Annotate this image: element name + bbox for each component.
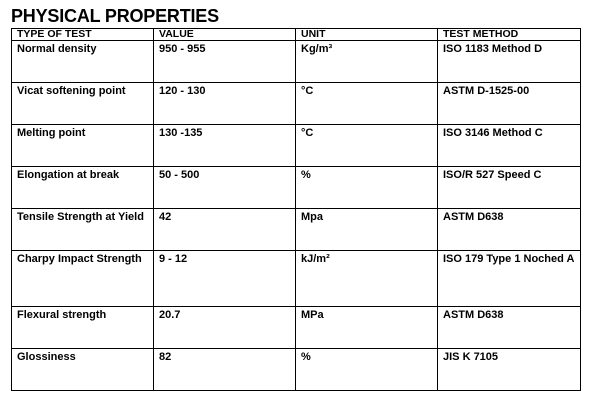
cell-unit: % (296, 167, 438, 209)
cell-value: 42 (154, 209, 296, 251)
cell-method: ASTM D-1525-00 (438, 83, 581, 125)
cell-test: Normal density (12, 41, 154, 83)
cell-unit: Mpa (296, 209, 438, 251)
cell-test: Glossiness (12, 349, 154, 391)
cell-unit: MPa (296, 307, 438, 349)
cell-test: Vicat softening point (12, 83, 154, 125)
table-row (12, 209, 581, 251)
cell-method: ASTM D638 (438, 209, 581, 251)
physical-properties-table (11, 28, 581, 391)
cell-unit: °C (296, 83, 438, 125)
cell-test: Flexural strength (12, 307, 154, 349)
cell-method: ISO/R 527 Speed C (438, 167, 581, 209)
header-test-method: TEST METHOD (438, 29, 581, 41)
table-row (12, 167, 581, 209)
cell-value: 130 -135 (154, 125, 296, 167)
cell-unit: Kg/m³ (296, 41, 438, 83)
header-value: VALUE (154, 29, 296, 41)
table-header-row (12, 29, 581, 41)
header-unit: UNIT (296, 29, 438, 41)
page-title: PHYSICAL PROPERTIES (11, 6, 219, 26)
cell-test: Charpy Impact Strength (12, 251, 154, 307)
header-type-of-test: TYPE OF TEST (12, 29, 154, 41)
cell-unit: kJ/m² (296, 251, 438, 307)
cell-test: Melting point (12, 125, 154, 167)
cell-value: 120 - 130 (154, 83, 296, 125)
table-row (12, 251, 581, 307)
cell-value: 50 - 500 (154, 167, 296, 209)
cell-test: Elongation at break (12, 167, 154, 209)
cell-method: ISO 3146 Method C (438, 125, 581, 167)
cell-value: 950 - 955 (154, 41, 296, 83)
cell-value: 82 (154, 349, 296, 391)
cell-unit: °C (296, 125, 438, 167)
cell-value: 9 - 12 (154, 251, 296, 307)
cell-method: ISO 179 Type 1 Noched A (438, 251, 581, 307)
table-row (12, 349, 581, 391)
cell-method: JIS K 7105 (438, 349, 581, 391)
table-row (12, 307, 581, 349)
table-row (12, 83, 581, 125)
cell-method: ASTM D638 (438, 307, 581, 349)
cell-unit: % (296, 349, 438, 391)
cell-value: 20.7 (154, 307, 296, 349)
table-row (12, 125, 581, 167)
table-row (12, 41, 581, 83)
cell-method: ISO 1183 Method D (438, 41, 581, 83)
cell-test: Tensile Strength at Yield (12, 209, 154, 251)
